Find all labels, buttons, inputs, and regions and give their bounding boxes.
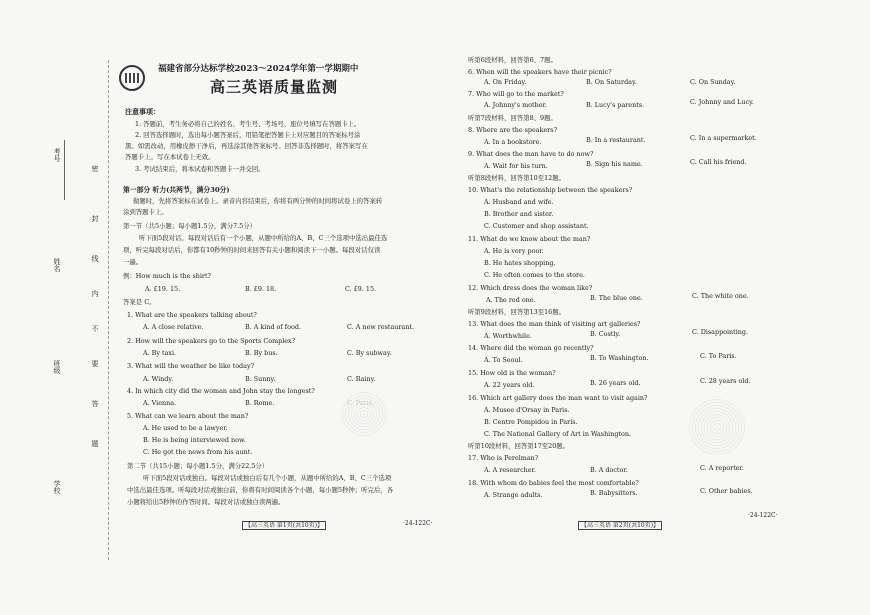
- note-line: 黑。如需改动，用橡皮擦干净后，再选涂其他答案标号。回答非选择题时，将答案写在: [125, 142, 368, 150]
- seal-char: 密: [91, 165, 99, 172]
- section2-heading: 第二节（共15小题；每小题1.5分，满分22.5分）: [127, 462, 269, 470]
- question-text: 12. Which dress does the woman like?: [468, 284, 593, 292]
- seal-char: 答: [91, 400, 99, 407]
- option-c: C. A new restaurant.: [347, 323, 414, 331]
- page-info: 【高三英语 第1页(共10页)】: [242, 521, 326, 530]
- option-b: B. By bus.: [245, 349, 278, 357]
- option-b: B. Sign his name.: [586, 160, 643, 168]
- option-c: C. The white one.: [692, 292, 749, 300]
- option-c: C. 28 years old.: [700, 377, 751, 385]
- question-text: 10. What's the relationship between the speakers?: [468, 186, 633, 194]
- section2-intro: 中选出最佳选项。听每段对话或独白前，你将有时间阅读各个小题，每小题5秒钟；听完后，各: [127, 486, 394, 494]
- seal-char: 不: [91, 325, 99, 332]
- option-a: A. A close relative.: [143, 323, 204, 331]
- section1-intro: 一遍。: [123, 258, 143, 266]
- question-text: 6. When will the speakers have their picnic?: [468, 68, 612, 76]
- option-a: A. The red one.: [486, 296, 536, 304]
- option-a: A. Worthwhile.: [484, 332, 532, 340]
- question-text: 5. What can we learn about the man?: [127, 412, 249, 420]
- faint-stamp: [340, 390, 388, 438]
- footer-code: ·24-122C·: [748, 512, 778, 519]
- question-text: 3. What will the weather be like today?: [127, 362, 254, 370]
- listening-prompt: 听第6段材料，回答第6、7题。: [468, 56, 557, 64]
- question-text: 16. Which art gallery does the man want to visit again?: [468, 394, 648, 402]
- question-text: 13. What does the man think of visiting art galleries?: [468, 320, 641, 328]
- note-line: 3. 考试结束后，将本试卷和答题卡一并交回。: [135, 165, 265, 173]
- school-label: 学校: [53, 480, 61, 494]
- option-c: C. On Sunday.: [690, 78, 736, 86]
- example-option: B. £9. 18.: [245, 285, 277, 293]
- question-text: 11. What do we know about the man?: [468, 235, 591, 243]
- listening-prompt: 听第9段材料，回答第13至16题。: [468, 308, 566, 316]
- option-a: A. In a bookstore.: [484, 138, 542, 146]
- question-text: 15. How old is the woman?: [468, 369, 556, 377]
- seal-char: 要: [91, 360, 99, 367]
- option-b: B. On Saturday.: [586, 78, 637, 86]
- option-b: B. The blue one.: [590, 294, 643, 302]
- listening-prompt: 听第10段材料，回答第17至20题。: [468, 442, 570, 450]
- option-b: B. A kind of food.: [245, 323, 301, 331]
- footer-left: [242, 520, 326, 529]
- example-question: 例：How much is the shirt?: [123, 272, 211, 280]
- example-option: C. £9. 15.: [345, 285, 377, 293]
- option-b: B. To Washington.: [590, 354, 649, 362]
- part1-intro: 涂到答题卡上。: [123, 208, 168, 216]
- question-text: 14. Where did the woman go recently?: [468, 344, 594, 352]
- part1-intro: 做题时，先将答案标在试卷上。录音内容结束后，你将有两分钟的时间将试卷上的答案转: [133, 197, 383, 205]
- option-a: A. On Friday.: [484, 78, 527, 86]
- section2-intro: 听下面5段对话或独白。每段对话或独白后有几个小题，从题中所给的A、B、C三个选项: [143, 474, 392, 482]
- option-c: C. Customer and shop assistant.: [484, 222, 589, 230]
- option-c: C. In a supermarket.: [690, 134, 757, 142]
- option-c: C. Disappointing.: [692, 328, 749, 336]
- exam-title: 高三英语质量监测: [210, 78, 339, 96]
- example-option: A. £19. 15.: [145, 285, 181, 293]
- question-text: 1. What are the speakers talking about?: [127, 311, 257, 319]
- option-b: B. Lucy's parents.: [586, 101, 645, 109]
- option-a: A. A researcher.: [484, 466, 536, 474]
- option-c: C. To Paris.: [700, 352, 737, 360]
- option-b: B. He is being interviewed now.: [143, 436, 246, 444]
- option-c: C. Johnny and Lucy.: [690, 98, 754, 106]
- option-b: B. Babysitters.: [590, 489, 638, 497]
- option-a: A. Vienna.: [143, 399, 177, 407]
- option-a: A. Strange adults.: [484, 491, 543, 499]
- seal-line: [108, 60, 109, 560]
- option-a: A. Johnny's mother.: [484, 101, 547, 109]
- option-a: A. Musee d'Orsay in Paris.: [484, 406, 570, 414]
- faint-stamp: [688, 398, 746, 456]
- example-answer: 答案是 C。: [123, 298, 156, 306]
- option-a: A. Wait for his turn.: [484, 162, 548, 170]
- option-b: B. Sunny.: [245, 375, 276, 383]
- seal-char: 题: [91, 440, 99, 447]
- option-a: A. 22 years old.: [484, 381, 535, 389]
- question-text: 8. Where are the speakers?: [468, 126, 558, 134]
- section1-intro: 听下面5段对话。每段对话后有一个小题，从题中所给的A、B、C三个选项中选出最佳选: [139, 234, 388, 242]
- option-a: A. He used to be a lawyer.: [143, 424, 228, 432]
- question-text: 9. What does the man have to do now?: [468, 150, 594, 158]
- option-b: B. In a restaurant.: [586, 136, 646, 144]
- question-text: 17. Who is Perelman?: [468, 454, 539, 462]
- footer-code: ·24-122C·: [403, 520, 433, 527]
- section2-intro: 小题将给出5秒钟的作答时间。每段对话或独白读两遍。: [127, 498, 285, 506]
- part1-heading: 第一部分 听力(共两节，满分30分): [123, 186, 230, 194]
- option-c: C. He often comes to the store.: [484, 271, 585, 279]
- option-b: B. Costly.: [590, 330, 621, 338]
- option-c: C. By subway.: [347, 349, 392, 357]
- listening-prompt: 听第8段材料，回答第10至12题。: [468, 174, 566, 182]
- option-c: C. He got the news from his aunt.: [143, 448, 253, 456]
- option-c: C. Other babies.: [700, 487, 753, 495]
- exam-number-label: 考号: [53, 148, 61, 162]
- option-b: B. Rome.: [245, 399, 275, 407]
- name-label: 姓名: [53, 258, 61, 272]
- note-line: 1. 答题前，考生务必将自己的姓名、考生号、考场号、座位号填写在答题卡上。: [135, 120, 361, 128]
- page-info: 【高三英语 第2页(共10页)】: [578, 521, 662, 530]
- footer-right: [578, 520, 662, 529]
- section1-heading: 第一节（共5小题；每小题1.5分，满分7.5分）: [123, 222, 257, 230]
- option-c: C. A reporter.: [700, 464, 744, 472]
- option-b: B. Centre Pompidou in Paris.: [484, 418, 578, 426]
- option-a: A. Windy.: [143, 375, 174, 383]
- option-a: A. By taxi.: [143, 349, 177, 357]
- question-text: 4. In which city did the woman and John stay the longest?: [127, 387, 315, 395]
- option-c: C. Call his friend.: [690, 158, 747, 166]
- option-a: A. Husband and wife.: [484, 198, 554, 206]
- class-label: 班级: [53, 360, 61, 374]
- question-text: 2. How will the speakers go to the Sports Complex?: [127, 337, 296, 345]
- question-text: 7. Who will go to the market?: [468, 90, 564, 98]
- option-a: A. To Seoul.: [484, 356, 523, 364]
- binding-strip: [48, 60, 103, 555]
- option-c: C. The National Gallery of Art in Washington.: [484, 430, 631, 438]
- option-a: A. He is very poor.: [484, 247, 544, 255]
- seal-char: 内: [91, 290, 99, 297]
- seal-char: 封: [91, 215, 99, 222]
- section1-intro: 项，听完每段对话后，你都有10秒钟的时间来回答有关小题和阅读下一小题。每段对话仅读: [123, 246, 381, 254]
- listening-prompt: 听第7段材料，回答第8、9题。: [468, 114, 557, 122]
- note-line: 答题卡上。写在本试卷上无效。: [125, 153, 215, 161]
- exam-school-line: 福建省部分达标学校2023～2024学年第一学期期中: [158, 64, 359, 74]
- option-b: B. A doctor.: [590, 466, 628, 474]
- notes-heading: 注意事项：: [125, 107, 160, 116]
- option-c: C. Rainy.: [347, 375, 376, 383]
- question-text: 18. With whom do babies feel the most comfortable?: [468, 479, 639, 487]
- option-b: B. He hates shopping.: [484, 259, 556, 267]
- school-logo-icon: [118, 64, 146, 92]
- option-b: B. 26 years old.: [590, 379, 641, 387]
- option-b: B. Brother and sister.: [484, 210, 554, 218]
- seal-char: 线: [91, 255, 99, 262]
- note-line: 2. 回答选择题时，选出每小题答案后，用铅笔把答题卡上对应题目的答案标号涂: [135, 131, 361, 139]
